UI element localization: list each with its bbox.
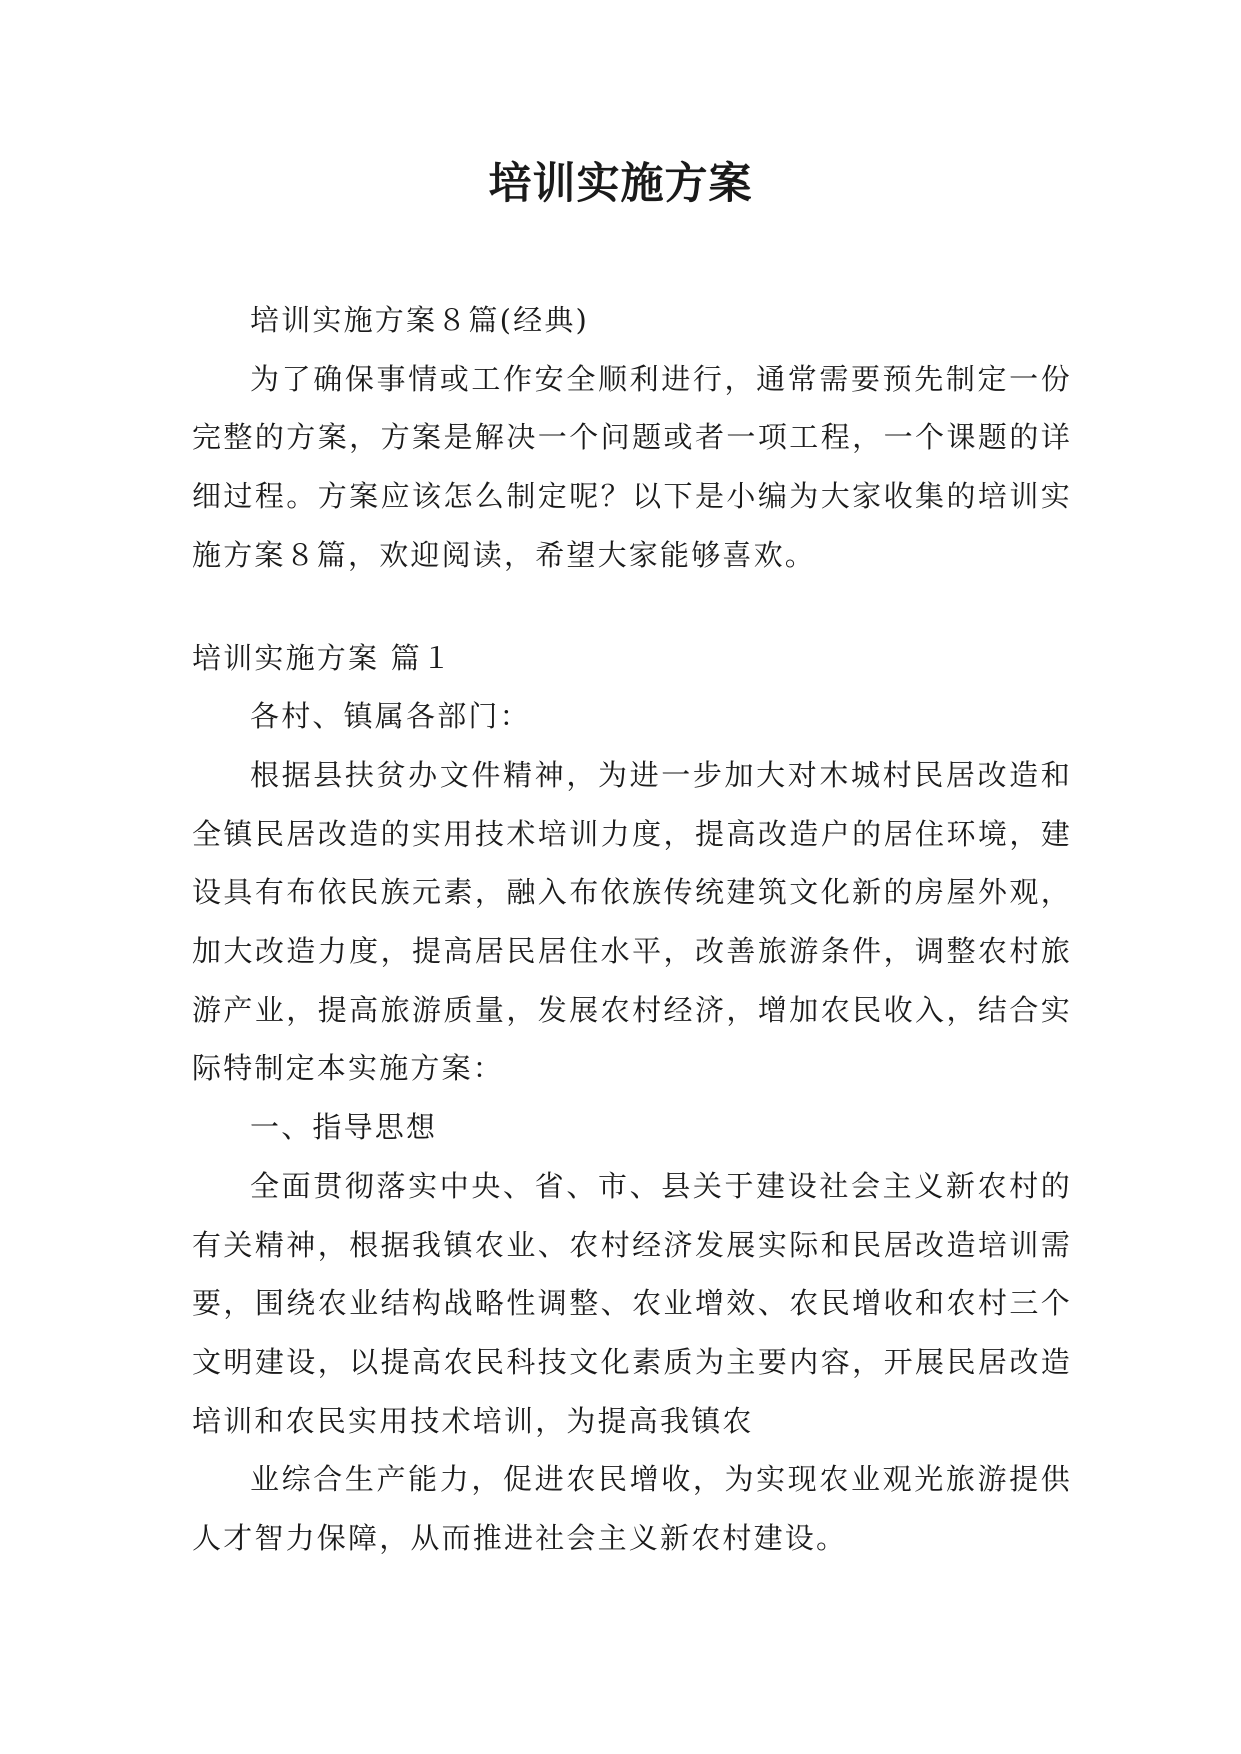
salutation: 各村、镇属各部门： [250,699,531,734]
body-paragraph-2: 全面贯彻落实中央、省、市、县关于建设社会主义新农村的有关精神，根据我镇农业、农村经济发展实际和民居改造培训需要，围绕农业结构战略性调整、农业增效、农民增收和农村三个文明建设，以提高农民科技文化素质为主要内容，开展民居改造培训和农民实用技术培训，为提高我镇农 [192,1168,1072,1438]
document-body [192,291,1072,1568]
body-paragraph-1: 根据县扶贫办文件精神，为进一步加大对木城村民居改造和全镇民居改造的实用技术培训力度，提高改造户的居住环境，建设具有布依民族元素，融入布依族传统建筑文化新的房屋外观，加大改造力度，提高居民居住水平，改善旅游条件，调整农村旅游产业，提高旅游质量，发展农村经济，增加农民收入，结合实际特制定本实施方案： [192,757,1072,1086]
document-subtitle: 培训实施方案８篇(经典) [250,303,590,337]
section-heading: 培训实施方案 篇１ [192,640,454,675]
body-paragraph-3: 业综合生产能力，促进农民增收，为实现农业观光旅游提供人才智力保障，从而推进社会主义新农村建设。 [192,1462,1072,1556]
heading-guiding-ideology: 一、指导思想 [250,1110,438,1145]
document-title: 培训实施方案 [488,159,753,209]
intro-paragraph: 为了确保事情或工作安全顺利进行，通常需要预先制定一份完整的方案，方案是解决一个问题或者一项工程，一个课题的详细过程。方案应该怎么制定呢？以下是小编为大家收集的培训实施方案８篇，欢迎阅读，希望大家能够喜欢。 [192,361,1072,572]
